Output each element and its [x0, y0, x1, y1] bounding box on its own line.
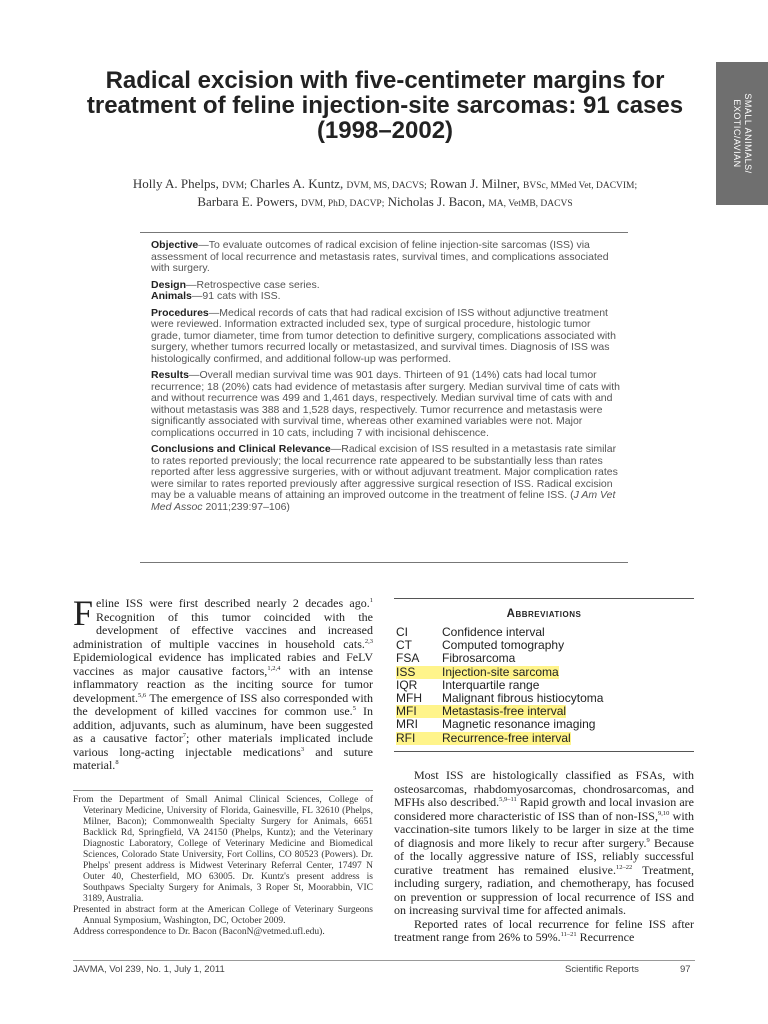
article-title: Radical excision with five-centimeter margins for treatment of feline injection-site sarcomas: 91 cases (1998–2002): [86, 67, 684, 144]
body-text: Recurrence: [576, 930, 635, 944]
body-text: In addition, adjuvants, such as aluminum, have been suggested as a causative factor: [73, 704, 373, 745]
abstract-text: —91 cats with ISS.: [191, 290, 281, 302]
body-text: and suture material.: [73, 744, 374, 772]
citation-details: 2011;239:97–106): [202, 500, 290, 513]
footnote-divider: [73, 790, 373, 791]
body-paragraph: [394, 918, 694, 945]
abstract-divider-top: [140, 232, 628, 233]
abstract-label: Conclusions and Clinical Relevance: [151, 443, 331, 455]
body-text: Recognition of this tumor coincided with the development of effective vaccines and increased administration of multiple vaccines in household cats.: [73, 609, 373, 651]
reference-number: 8: [115, 759, 119, 766]
journal-citation: J Am Vet Med Assoc: [151, 489, 616, 513]
body-text: The emergence of ISS also corresponded with the development of killed vaccines for common use.: [73, 690, 373, 718]
abstract-divider-bottom: [140, 562, 628, 563]
abstract-procedures: [151, 308, 623, 366]
abbreviations-list: [394, 626, 694, 745]
abbreviations-box: [394, 598, 694, 752]
author-name: Nicholas J. Bacon,: [387, 194, 486, 209]
abstract-text: —Retrospective case series.: [186, 278, 320, 291]
abstract-label: Results: [151, 369, 189, 381]
abbreviation-row: [394, 718, 694, 731]
author-name: Barbara E. Powers,: [197, 194, 298, 209]
abstract-objective: [151, 240, 623, 275]
abbreviation-definition: Confidence interval: [442, 625, 545, 639]
abbreviation-row: [394, 732, 694, 745]
author-degrees: DVM;: [222, 181, 247, 191]
abstract-results: [151, 370, 623, 439]
abbreviation-term: CI: [396, 625, 408, 639]
author-name: Charles A. Kuntz,: [250, 176, 344, 191]
author-degrees: DVM, PhD, DACVP;: [300, 199, 385, 209]
abbreviation-term: RFI: [396, 732, 442, 745]
abbreviation-definition: Interquartile range: [442, 677, 540, 692]
abbreviation-term: IQR: [396, 677, 418, 692]
section-tab-line-2: EXOTIC/AVIAN: [732, 99, 742, 168]
reference-number: 5: [352, 705, 356, 712]
footer-divider: [73, 960, 695, 961]
body-text: Because of the locally aggressive nature of ISS, reliably successful curative treatment has remained elusive.: [394, 835, 695, 877]
body-paragraph: [394, 769, 694, 918]
correspondence-note: Address correspondence to Dr. Bacon (BaconN@vetmed.ufl.edu).: [73, 927, 325, 937]
abbreviations-divider-top: [394, 598, 694, 599]
abbreviation-definition: Computed tomography: [442, 638, 565, 653]
body-text: Epidemiological evidence has implicated rabies and FeLV vaccines as major causative factors,: [73, 650, 373, 678]
reference-number: 9,10: [657, 809, 670, 817]
abstract-label: Design: [151, 278, 187, 291]
abbreviation-definition: Malignant fibrous histiocytoma: [442, 691, 604, 706]
section-name: Scientific Reports: [565, 964, 639, 975]
reference-number: 11–21: [560, 931, 577, 938]
section-tab-line-1: SMALL ANIMALS/: [743, 93, 753, 174]
abbreviations-title: Abbreviations: [506, 608, 582, 620]
body-text: with an intense inflammatory reaction as the inciting source for tumor development.: [73, 663, 373, 705]
abbreviation-row: [394, 639, 694, 652]
journal-issue: JAVMA, Vol 239, No. 1, July 1, 2011: [73, 964, 225, 975]
reference-number: 1: [369, 597, 373, 604]
body-text: Treatment, including surgery, radiation, and chemotherapy, has focused on prevention or suppression of local recurrence of ISS and on increasing survival time for affected animals.: [394, 862, 694, 917]
abstract-text: —Radical excision of ISS resulted in a metastasis rate similar to rates reported previously; the local recurrence rate appeared to be substantially less than rates reported after less aggressive surgeries, with or without adjuvant treatment. Major complication rates were similar to rates reported previously after aggressive surgical resection of ISS. Radical excision may be a valuable means of attaining an improved outcome in the treatment of feline ISS. (: [151, 443, 618, 501]
abbreviation-term: MFH: [396, 691, 422, 706]
intro-paragraph: [73, 593, 374, 773]
reference-number: 1,2,4: [267, 664, 281, 672]
right-column-text: [394, 769, 694, 945]
drop-cap: F: [73, 593, 94, 633]
abbreviation-definition: Metastasis-free interval: [442, 704, 567, 719]
abstract-label: Animals: [151, 290, 192, 302]
author-degrees: DVM, MS, DACVS;: [346, 181, 427, 191]
abstract-design: [151, 280, 623, 303]
abstract-text: —Medical records of cats that had radical excision of ISS without adjunctive treatment were reviewed. Information extracted included sex, type of surgical procedure, histologic tumor grade, tumor diameter, time from tumor detection to definitive surgery, complications associated with surgery, whether tumors recurred locally or metastasized, and survival times. Diagnosis of ISS was histologically confirmed, and additional follow-up was performed.: [151, 306, 616, 365]
affiliation-note: From the Department of Small Animal Clinical Sciences, College of Veterinary Medicine, University of Florida, Gainesville, FL 32610 (Phelps, Milner, Bacon); Commonwealth Specialty Surgery for Animals, 6651 Backlick Rd, Springfield, VA 24150 (Phelps, Kuntz); and the Veterinary Diagnostic Laboratory, College of Veterinary Medicine and Biomedical Sciences, Colorado State University, Fort Collins, CO 80523 (Powers). Dr. Phelps' present address is Midwest Veterinary Referral Center, 17497 N Outer 40, Chesterfield, MO 63005. Dr. Kuntz's present address is Southpaws Specialty Surgery for Animals, 3 Roper St, Moorabbin, VIC 3189, Australia.: [73, 795, 373, 904]
presentation-note: Presented in abstract form at the American College of Veterinary Surgeons Annual Symposium, Washington, DC, October 2009.: [73, 905, 373, 926]
body-text: ; other materials implicated include various long-acting injectable medications: [73, 731, 373, 759]
abbreviation-term: MFI: [396, 705, 442, 718]
abstract: [151, 240, 623, 518]
body-text: with vaccination-site tumors likely to be larger in size at the time of diagnosis and more likely to recur after surgery.: [394, 808, 694, 850]
reference-number: 12–22: [615, 863, 633, 871]
abbreviation-term: FSA: [396, 651, 420, 666]
abstract-text: —To evaluate outcomes of radical excision of feline injection-site sarcomas (ISS) via assessment of local recurrence and metastasis rates, survival times, and complications associated with surgery.: [151, 239, 609, 274]
section-tab: [716, 62, 768, 205]
abbreviations-divider-bottom: [394, 751, 694, 752]
author-degrees: MA, VetMB, DACVS: [488, 199, 573, 209]
section-tab-label: [716, 62, 768, 205]
abbreviation-term: MRI: [396, 717, 418, 732]
author-degrees: BVSc, MMed Vet, DACVIM;: [523, 181, 638, 191]
abbreviation-definition: Fibrosarcoma: [442, 651, 516, 666]
reference-number: 9: [646, 836, 650, 844]
abstract-text: —Overall median survival time was 901 days. Thirteen of 91 (14%) cats had local tumor recurrence; 18 (20%) cats had evidence of metastasis after surgery. Median survival time of cats with and without recurrence was 499 and 1,461 days, respectively. Median survival time of cats with and without metastasis was 388 and 1,528 days, respectively. Tumor recurrence and metastasis were significantly associated with survival time, whereas other examined variables were not. Major complications occurred in 10 cats, including 7 with incisional dehiscence.: [151, 369, 621, 439]
abbreviation-definition: Injection-site sarcoma: [442, 664, 559, 679]
reference-number: 5,6: [137, 691, 147, 699]
abbreviation-term: CT: [396, 638, 412, 653]
abbreviation-row: [394, 652, 694, 665]
abstract-label: Procedures: [151, 306, 209, 319]
abbreviation-definition: Recurrence-free interval: [442, 730, 571, 745]
reference-number: 5,9–11: [499, 796, 517, 803]
body-text: Most ISS are histologically classified as FSAs, with osteosarcomas, rhabdomyosarcomas, chondrosarcomas, and MFHs also described.: [394, 768, 694, 809]
body-text: Rapid growth and local invasion are considered more characteristic of ISS than of non-ISS,: [394, 795, 694, 823]
body-text: Reported rates of local recurrence for feline ISS after treatment range from 26% to 59%.: [394, 916, 694, 944]
page-number: 97: [680, 964, 691, 975]
affiliation-footnotes: [73, 795, 373, 938]
abbreviation-term: ISS: [396, 666, 442, 679]
author-name: Rowan J. Milner,: [430, 176, 520, 191]
abbreviation-row: [394, 666, 694, 679]
reference-number: 7: [182, 732, 186, 739]
body-text: eline ISS were first described nearly 2 decades ago.: [96, 596, 370, 610]
author-list: [60, 176, 710, 212]
abbreviation-definition: Magnetic resonance imaging: [442, 717, 596, 732]
reference-number: 2,3: [364, 637, 373, 645]
abstract-label: Objective: [151, 239, 199, 251]
reference-number: 3: [300, 745, 305, 753]
abstract-conclusions: [151, 444, 623, 513]
author-name: Holly A. Phelps,: [132, 176, 219, 191]
